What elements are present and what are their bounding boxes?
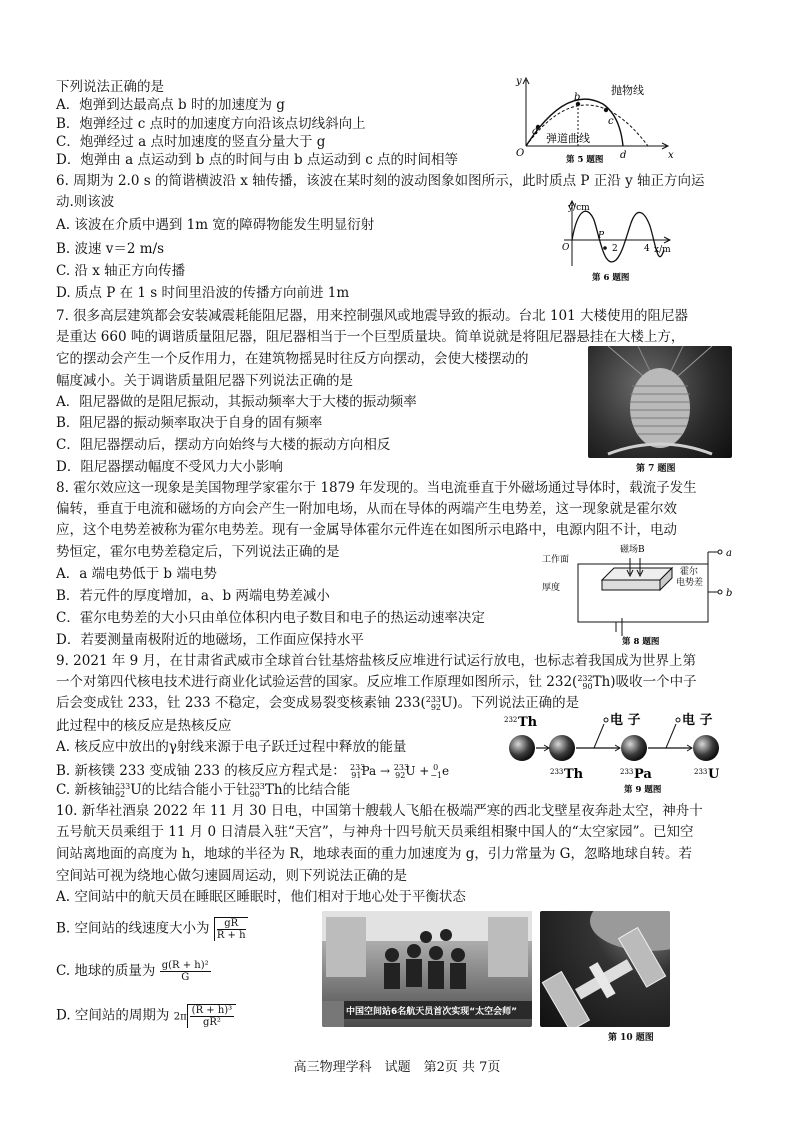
q8-line-1: 8. 霍尔效应这一现象是美国物理学家霍尔于 1879 年发现的。当电流垂直于外磁场通过导体时，载流子发生 [56,480,697,496]
q9-line-1: 9. 2021 年 9 月，在甘肃省武威市全球首台钍基熔盐核反应堆进行试运行放电，也标志着我国成为世界上第 [56,653,696,669]
q6-wave-figure [560,198,680,284]
q9-line-2 [56,673,697,691]
q10-line-1: 10. 新华社酒泉 2022 年 11 月 30 日电，中国第十艘载人飞船在极端严寒的西北戈壁星夜奔赴太空，神舟十 [56,803,703,819]
q10-d-denominator: gR² [202,1017,221,1028]
q10-option-c-formula [160,960,211,983]
q5-origin-label: O [516,148,525,159]
q8-hall-label-2: 电势差 [676,578,704,588]
q5-parabola-label: 抛物线 [611,84,644,97]
q8-option-c: C．霍尔电势差的大小只由单位体积内电子数目和电子的热运动速率决定 [56,610,485,626]
q10-option-b-text: B. 空间站的线速度大小为 [56,920,210,937]
q10-c-denominator: G [181,972,190,983]
q5-trajectory-figure [508,74,678,166]
q6-figure-caption: 第 6 题图 [592,273,630,283]
th232-nucleus-icon [509,735,535,761]
q9-line-3b: U)。下列说法正确的是 [441,695,580,711]
q9-line-2a: 一个对第四代核电技术进行商业化试验运营的国家。反应堆工作原理如图所示，钍 232( [56,674,578,690]
q5-figure-caption: 第 5 题图 [566,155,604,165]
q10-line-4: 空间站可视为绕地心做匀速圆周运动，则下列说法正确的是 [56,868,407,884]
q6-option-d: D. 质点 P 在 1 s 时间里沿波的传播方向前进 1m [56,285,350,301]
q7-line-1: 7. 很多高层建筑都会安装减震耗能阻尼器，用来控制强风或地震导致的振动。台北 101 大楼使用的阻尼器 [56,308,689,324]
q5-point-a-label: a [532,126,538,137]
pa233-nucleus-icon [621,735,647,761]
q9-figure-caption: 第 9 题图 [624,785,662,794]
q10-option-c [56,960,211,983]
q9-option-c-mid: U的比结合能小于钍 [130,782,250,798]
q5-option-a: A．炮弹到达最高点 b 时的加速度为 g [56,97,285,113]
q8-hall-circuit-figure [540,538,736,646]
q9-electron-label-1: 电 子 [610,713,641,728]
q9-u233-nuclide: 233 92 [425,694,442,712]
q9-pa233-mass: 233 [620,768,634,776]
q9-u233-mass: 233 [694,768,708,776]
q6-option-b: B. 波速 v＝2 m/s [56,241,165,257]
q6-option-a: A. 该波在介质中遇到 1m 宽的障碍物能发生明显衍射 [56,217,375,233]
q6-point-p-label: P [598,231,605,241]
q9-line-2b: Th)吸收一个中子 [592,674,697,690]
q9-th232-nuclide: 232 90 [577,673,593,691]
q10-option-b-formula [214,917,248,941]
q9-decay-chain-figure [496,710,736,794]
q9-option-c-post: Th的比结合能 [264,782,351,798]
q10-option-c-text: C. 地球的质量为 [56,963,156,979]
q10-astronauts-photo [322,911,532,1027]
q8-hall-label-1: 霍尔 [680,567,699,577]
q9-line-3a: 后会变成钍 233，钍 233 不稳定，会变成易裂变核素铀 233( [56,695,426,711]
q9-option-c-u-nuclide: 233 92 [114,781,131,799]
q7-option-a: A．阻尼器做的是阻尼振动，其振动频率大于大楼的振动频率 [56,394,417,410]
q6-y-label: y/cm [568,203,590,213]
u233-nucleus-icon [693,735,719,761]
q5-point-d-label: d [620,150,627,161]
q7-line-3: 它的摆动会产生一个反作用力，在建筑物摇晃时往反方向摆动，会使大楼摆动的 [56,351,529,367]
q7-damper-photo [588,346,732,458]
q8-thickness-label: 厚度 [542,583,561,593]
th233-nucleus-icon [549,735,575,761]
q7-line-2: 是重达 660 吨的调谐质量阻尼器，阻尼器相当于一个巨型质量块。简单说就是将阻尼器悬挂在大楼上方， [56,329,685,345]
q8-line-4: 势恒定，霍尔电势差稳定后，下列说法正确的是 [56,544,340,560]
q9-u233-symbol: U [708,767,720,782]
q10-d-prefix: 2π [173,1011,187,1023]
q6-origin-label: O [562,243,570,253]
q10-b-denominator: R + h [216,930,246,941]
q10-option-a: A. 空间站中的航天员在睡眠区睡眠时，他们相对于地心处于平衡状态 [56,889,466,905]
q9-th232-symbol: Th [518,715,538,730]
q7-figure-caption: 第 7 题图 [636,464,676,474]
q8-line-3: 应，这个电势差被称为霍尔电势差。现有一金属导体霍尔元件连在如图所示电路中，电源内阻不计，电动 [56,522,677,538]
q8-option-b: B．若元件的厚度增加，a、b 两端电势差减小 [56,588,330,604]
q9-option-a: A. 核反应中放出的γ射线来源于电子跃迁过程中释放的能量 [56,739,407,755]
q5-option-c: C．炮弹经过 a 点时加速度的竖直分量大于 g [56,134,326,150]
q9-th233-symbol: Th [564,767,584,782]
q10-line-3: 间站离地面的高度为 h，地球的半径为 R，地球表面的重力加速度为 g，引力常量为 G，忽略地球自转。若 [56,846,692,862]
q10-d-numerator: (R + h)³ [191,1005,233,1016]
q8-line-2: 偏转，垂直于电流和磁场的方向会产生一附加电场，从而在导体的两端产生电势差，这一现象就是霍尔效 [56,501,677,517]
q9-pa233-symbol: Pa [634,767,652,782]
q9-option-c-pre: C. 新核铀 [56,782,115,798]
q5-point-c-label: c [608,116,614,127]
q10-figure-caption: 第 10 题图 [608,1033,654,1043]
q8-option-a: A．a 端电势低于 b 端电势 [56,566,217,582]
q9-option-c-th-nuclide: 233 90 [249,781,265,799]
q5-option-b: B．炮弹经过 c 点时的加速度方向沿该点切线斜向上 [56,116,366,132]
q9-option-b-text: B. 新核镤 233 变成铀 233 的核反应方程式是： [56,763,346,779]
q6-line-2: 动.则该波 [56,194,115,210]
q10-option-b [56,917,248,941]
q8-terminal-a: a [726,548,732,559]
q6-tick-2: 2 [612,244,618,254]
q5-point-b-label: b [574,92,581,103]
q5-option-d: D．炮弹由 a 点运动到 b 点的时间与由 b 点运动到 c 点的时间相等 [56,152,459,168]
q8-terminal-b: b [726,588,733,599]
q9-th232-mass: 232 [504,716,518,724]
q8-field-label: 磁场B [620,545,645,555]
page-footer: 高三物理学科 试题 第2页 共 7页 [293,1060,501,1075]
q10-line-2: 五号航天员乘组于 11 月 0 日清晨入驻“天宫”，与神舟十四号航天员乘组相聚中国人的“太空家园”。已知空 [56,824,694,840]
q10-space-station-photo [540,911,670,1027]
q9-option-b-equation: $^{233}_{91}$Pa → $^{233}_{92}$U + $^0_{-1}$e [350,763,450,781]
q5-ballistic-label: 弹道曲线 [546,132,590,145]
q9-electron-label-2: 电 子 [682,713,713,728]
q10-option-d-text: D. 空间站的周期为 [56,1007,170,1024]
q7-option-b: B．阻尼器的振动频率取决于自身的固有频率 [56,415,323,431]
q8-option-d: D．若要测量南极附近的地磁场，工作面应保持水平 [56,632,364,648]
q10-b-numerator: gR [217,918,246,930]
q10-news-banner: 中国空间站6名航天员首次实现“太空会师” [346,1007,518,1017]
q6-x-label: x/m [654,245,671,255]
q6-option-c: C. 沿 x 轴正方向传播 [56,263,186,279]
q6-line-1: 6. 周期为 2.0 s 的简谐横波沿 x 轴传播，该波在某时刻的波动图象如图所示，此时质点 P 正沿 y 轴正方向运 [56,173,705,189]
q7-option-c: C．阻尼器摆动后，摆动方向始终与大楼的振动方向相反 [56,437,391,453]
q5-y-axis-label: y [516,76,522,87]
q10-c-numerator: g(R + h)² [161,960,209,971]
q9-option-c [56,781,350,799]
q5-stem: 下列说法正确的是 [56,79,164,95]
q8-figure-caption: 第 8 题图 [622,637,660,646]
q6-tick-4: 4 [644,244,650,254]
q8-face-label: 工作面 [542,555,570,565]
q10-option-d [56,1004,236,1028]
q5-x-axis-label: x [668,150,674,161]
q9-line-4: 此过程中的核反应是热核反应 [56,718,232,734]
q9-th233-mass: 233 [550,768,564,776]
q7-line-4: 幅度减小。关于调谐质量阻尼器下列说法正确的是 [56,373,353,389]
damper-sphere-icon [588,346,732,458]
space-station-icon [540,911,670,1027]
q7-option-d: D．阻尼器摆动幅度不受风力大小影响 [56,459,283,475]
q10-option-d-formula [187,1004,237,1028]
